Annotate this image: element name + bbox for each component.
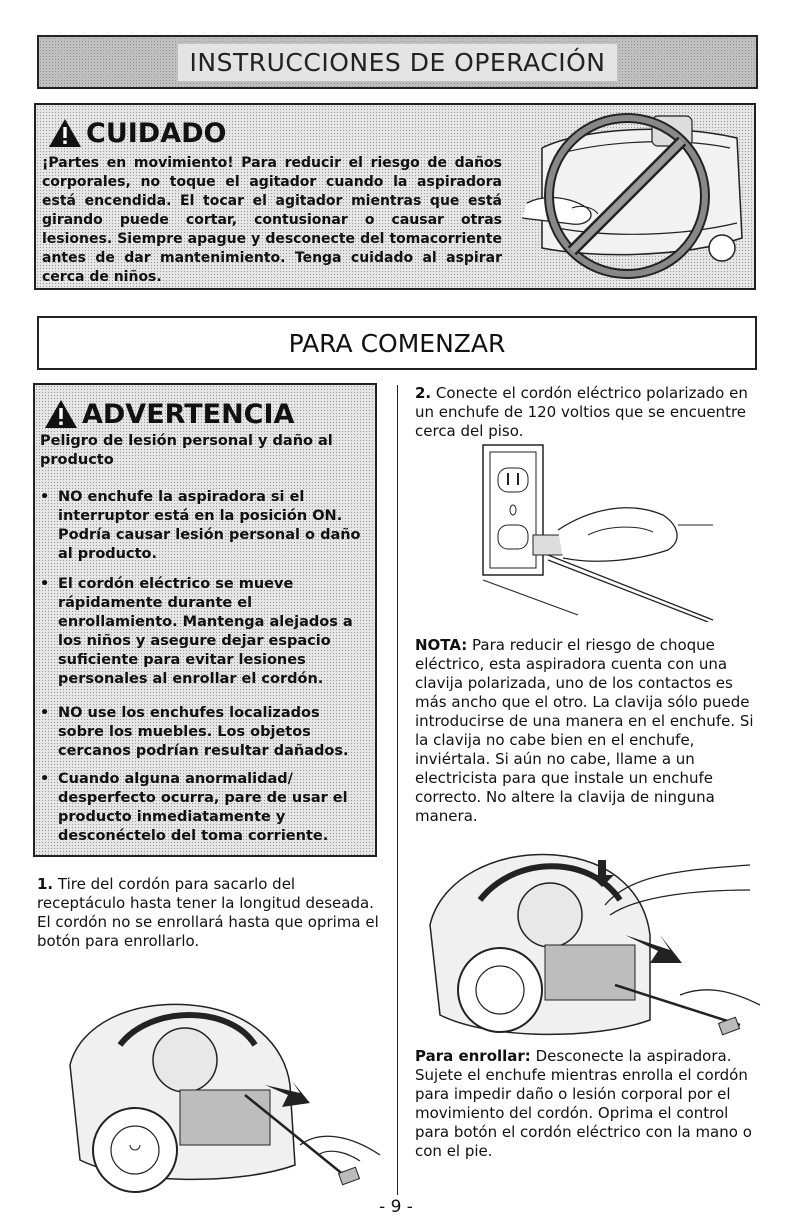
warning-triangle-icon xyxy=(48,118,82,148)
enrollar-label: Para enrollar: xyxy=(415,1047,531,1065)
warning-title: ADVERTENCIA xyxy=(82,398,295,430)
warning-heading xyxy=(44,397,294,431)
warning-intro: Peligro de lesión personal y daño al producto xyxy=(40,433,333,468)
enrollar-paragraph xyxy=(415,1047,765,1161)
step-2-paragraph xyxy=(415,384,760,441)
caution-title: CUIDADO xyxy=(86,117,227,149)
nota-text: Para reducir el riesgo de choque eléctrico, esta aspiradora cuenta con una clavija polarizada, uno de los contactos es más ancho que el otro. La clavija sólo puede introducirse de una manera en el enchufe. Si la clavija no cabe bien en el enchufe, inviértala. Si aún no cabe, llame a un electricista para que instale un enchufe correcto. No altere la clavija de ninguna manera. xyxy=(415,636,754,825)
caution-heading xyxy=(48,117,226,149)
step-2-number: 2. xyxy=(415,384,432,402)
section-heading: PARA COMENZAR xyxy=(37,316,757,370)
page-title: INSTRUCCIONES DE OPERACIÓN xyxy=(178,44,618,81)
page-number: - 9 - xyxy=(379,1197,413,1217)
warning-bullet: • NO use los enchufes localizados sobre los muebles. Los objetos cercanos podrían resultar dañados. xyxy=(40,705,349,759)
warning-bullet: • Cuando alguna anormalidad/ desperfecto ocurra, pare de usar el producto inmediatamente y desconéctelo del toma corriente. xyxy=(40,771,348,844)
warning-bullet: • NO enchufe la aspiradora si el interruptor está en la posición ON. Podría causar lesión personal o daño al producto. xyxy=(40,489,361,562)
cord-pull-illustration xyxy=(60,985,395,1195)
agitator-prohibited-illustration xyxy=(502,108,752,283)
caution-text: ¡Partes en movimiento! Para reducir el riesgo de daños corporales, no toque el agitador cuando la aspiradora está encendida. El tocar el agitador mientras que está girando puede cortar, contusionar o causar otras lesiones. Siempre apague y desconecte del tomacorriente antes de dar mantenimiento. Tenga cuidado al aspirar cerca de niños. xyxy=(42,155,502,285)
step-1-text: Tire del cordón para sacarlo del receptáculo hasta tener la longitud deseada. El cordón no se enrollará hasta que oprima el botón para enrollarlo. xyxy=(37,875,379,950)
plug-outlet-illustration xyxy=(478,440,718,622)
cord-rewind-illustration xyxy=(420,835,770,1045)
header-banner xyxy=(37,35,758,89)
nota-label: NOTA: xyxy=(415,636,468,654)
column-divider xyxy=(397,385,398,1195)
nota-paragraph xyxy=(415,636,765,826)
warning-triangle-icon xyxy=(44,399,78,429)
enrollar-text: Desconecte la aspiradora. Sujete el enchufe mientras enrolla el cordón para impedir daño o lesión corporal por el movimiento del cordón. Oprima el control para botón el cordón eléctrico con la mano o con el pie. xyxy=(415,1047,752,1160)
step-2-text: Conecte el cordón eléctrico polarizado en un enchufe de 120 voltios que se encuentre cerca del piso. xyxy=(415,384,748,440)
warning-bullet: • El cordón eléctrico se mueve rápidamente durante el enrollamiento. Mantenga alejados a los niños y asegure dejar espacio suficiente para evitar lesiones personales al enrollar el cordón. xyxy=(40,576,353,687)
step-1-number: 1. xyxy=(37,875,54,893)
step-1-paragraph xyxy=(37,875,382,951)
